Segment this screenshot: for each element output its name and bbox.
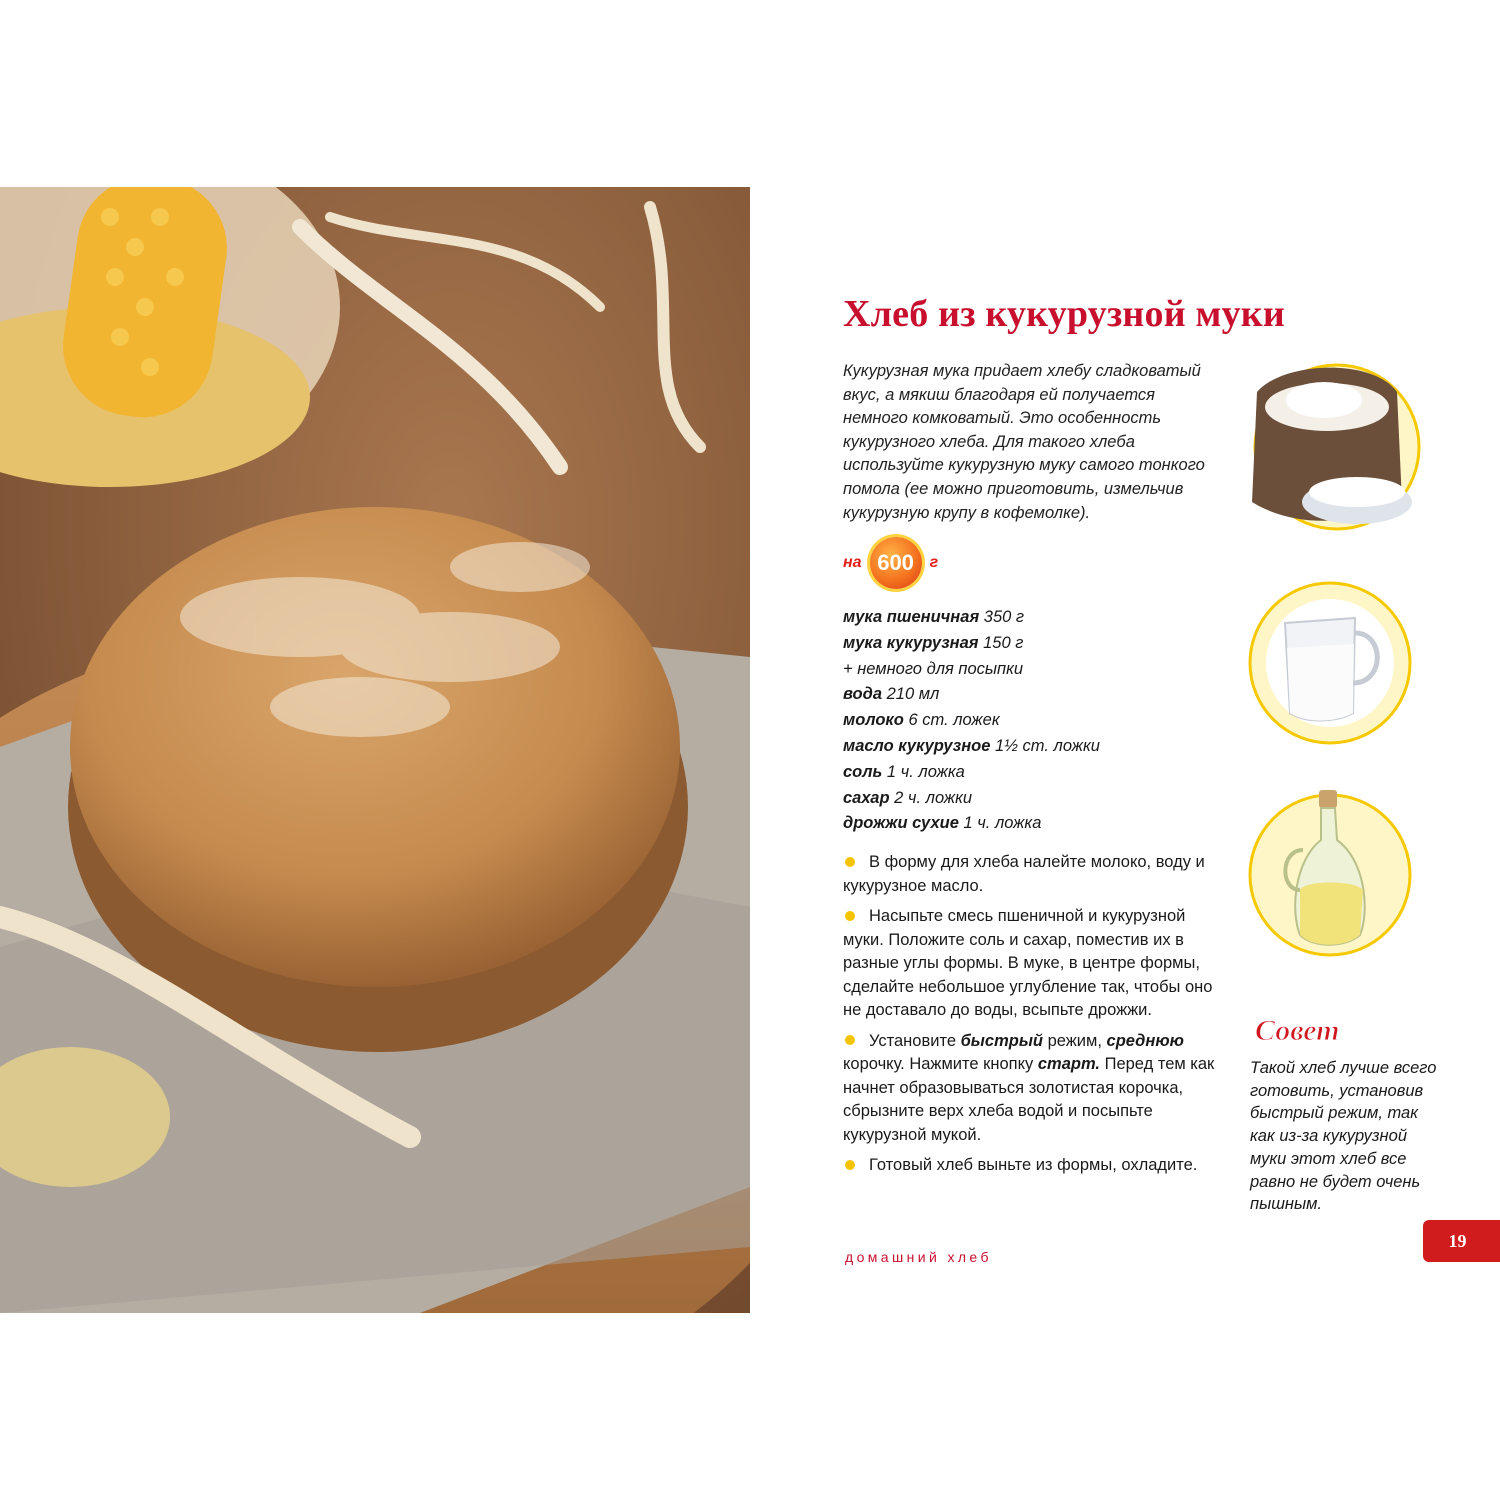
ingredient-qty: 210 мл: [886, 685, 940, 704]
step-item: [843, 851, 1223, 898]
ingredient-qty: 1 ч. ложка: [886, 762, 965, 781]
tip-logo-text: Совет: [1255, 1014, 1340, 1047]
step-highlight: среднюю: [1106, 1031, 1184, 1050]
tip-text: Такой хлеб лучше всего готовить, установив быстрый режим, так как из-за кукурузной муки этот хлеб все равно не будет очень пышным.: [1250, 1059, 1437, 1214]
ingredient-note: + немного для посыпки: [843, 659, 1024, 678]
steps-list: [843, 851, 1223, 1185]
ingredient-name: масло кукурузное: [843, 736, 991, 755]
ingredient-qty: 1 ч. ложка: [963, 814, 1042, 833]
ingredient-name: соль: [843, 762, 883, 781]
ingredient-name: мука пшеничная: [843, 608, 980, 626]
section-label: домашний хлеб: [845, 1249, 992, 1265]
bullet-icon: [845, 911, 855, 921]
bullet-icon: [845, 1160, 855, 1170]
step-item: [843, 1154, 1223, 1178]
step-text: Готовый хлеб выньте из формы, охладите.: [869, 1156, 1198, 1174]
ingredient-item: [843, 631, 1223, 657]
ingredient-item: [843, 734, 1223, 760]
ingredient-item: [843, 811, 1223, 837]
portion-amount: 600: [870, 537, 922, 589]
bullet-icon: [845, 857, 855, 867]
ingredient-name: вода: [843, 685, 883, 704]
step-highlight: быстрый: [960, 1031, 1043, 1050]
oil-bottle-icon: [1245, 790, 1415, 960]
portion-badge: [843, 538, 938, 588]
ingredient-name: мука кукурузная: [843, 633, 979, 652]
step-text-part: Установите: [869, 1031, 961, 1050]
ingredient-item: [843, 786, 1223, 812]
ingredient-item: [843, 760, 1223, 786]
ingredient-name: сахар: [843, 788, 890, 807]
bread-photo: [0, 187, 750, 1313]
ingredient-qty: 350 г: [983, 608, 1025, 626]
ingredient-item: [843, 708, 1223, 734]
recipe-intro: Кукурузная мука придает хлебу сладковатый вкус, а мякиш благодаря ей получается немного комковатый. Это особенность кукурузного хлеба. Для такого хлеба используйте кукурузную муку самого тонкого помола (ее можно приготовить, измельчив кукурузную крупу в кофемолке).: [843, 362, 1205, 522]
ingredient-list: [843, 605, 1223, 837]
ingredient-qty: 2 ч. ложки: [894, 788, 973, 807]
ingredient-name: дрожжи сухие: [843, 814, 959, 833]
page-number: 19: [1423, 1220, 1500, 1262]
step-text-part: корочку. Нажмите кнопку: [843, 1055, 1038, 1073]
bullet-icon: [845, 1035, 855, 1045]
ingredient-item: [843, 605, 1223, 631]
ingredient-qty: 1½ ст. ложки: [995, 736, 1100, 755]
step-text: Насыпьте смесь пшеничной и кукурузной муки. Положите соль и сахар, поместив их в разные углы формы. В муке, в центре формы, сделайте небольшое углубление так, чтобы оно не доставало до воды, всыпьте дрожжи.: [843, 907, 1213, 1019]
portion-unit: г: [929, 554, 939, 571]
ingredient-item: [843, 682, 1223, 708]
step-text-part: Перед тем как начнет образовываться золотистая корочка, сбрызните верх хлеба водой и посыпьте кукурузной мукой.: [843, 1055, 1215, 1144]
step-highlight: старт.: [1037, 1055, 1100, 1073]
ingredient-qty: 150 г: [983, 633, 1024, 652]
tip-logo: [1251, 1008, 1361, 1050]
step-text-part: режим,: [1043, 1031, 1107, 1050]
ingredient-name: молоко: [843, 711, 904, 730]
step-text: В форму для хлеба налейте молоко, воду и кукурузное масло.: [843, 853, 1205, 895]
ingredient-qty: 6 ст. ложек: [908, 711, 1000, 730]
flour-sack-icon: [1232, 352, 1422, 542]
step-item: [843, 1030, 1223, 1148]
step-item: [843, 905, 1223, 1023]
recipe-title: Хлеб из кукурузной муки: [843, 293, 1285, 335]
milk-jug-icon: [1245, 578, 1415, 748]
portion-prefix: на: [843, 554, 862, 571]
